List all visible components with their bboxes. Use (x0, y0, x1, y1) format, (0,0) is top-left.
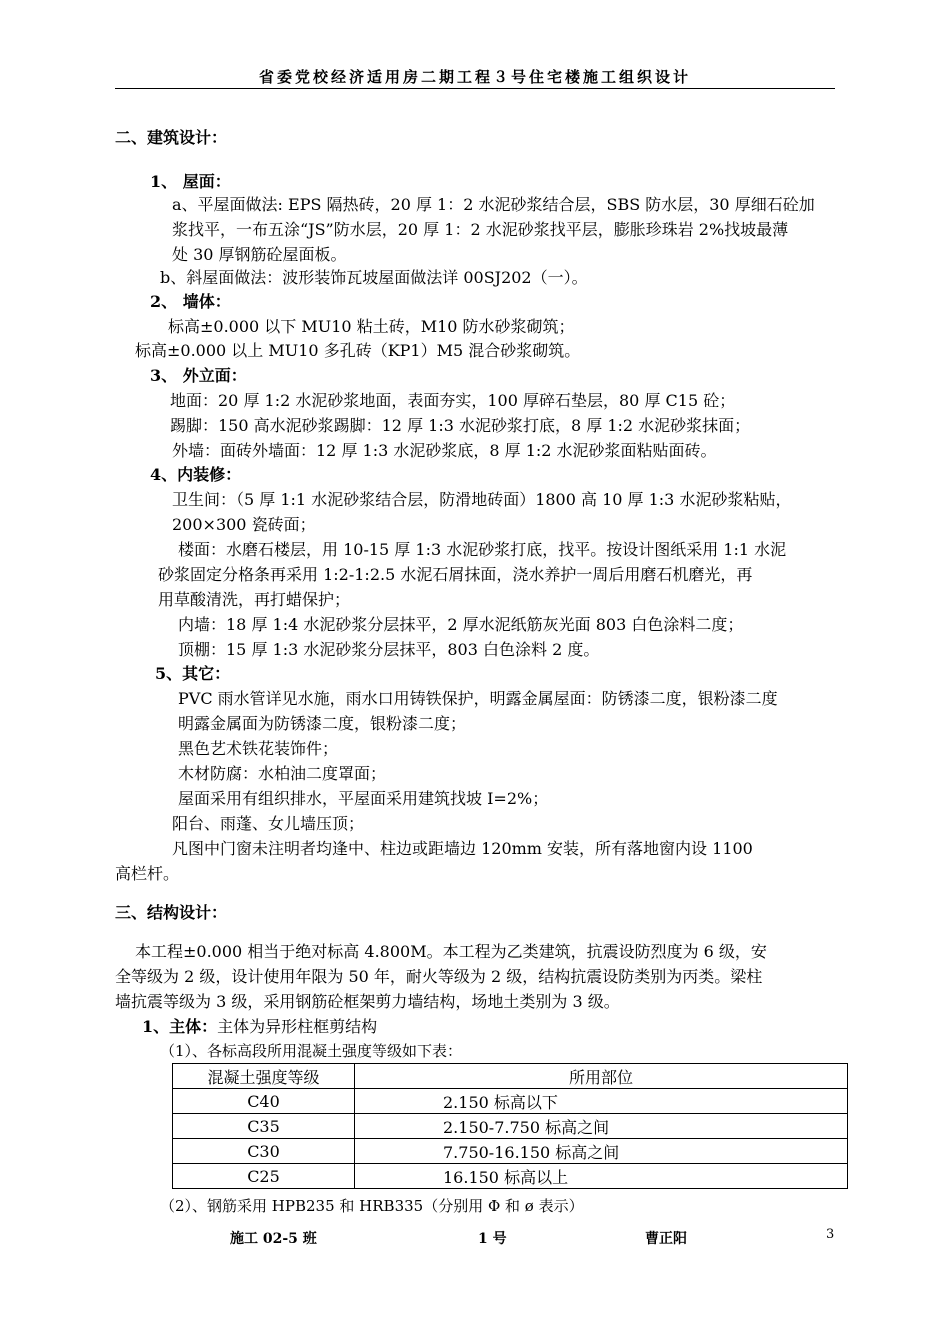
table-cell: C40 (173, 1089, 355, 1114)
interior-line2: 200×300 瓷砖面； (172, 515, 316, 534)
other-line2: 明露金属面为防锈漆二度，银粉漆二度； (178, 714, 467, 733)
table-cell: C35 (173, 1114, 355, 1139)
roof-slope-line: b、斜屋面做法：波形装饰瓦坡屋面做法详 00SJ202（一）。 (160, 268, 588, 287)
concrete-grade-table (172, 1063, 848, 1189)
section3-title: 三、结构设计： (115, 903, 228, 922)
page-number: 3 (826, 1227, 835, 1242)
table-row (173, 1114, 848, 1139)
table-header-row (173, 1064, 848, 1089)
main-structure-label: 1、主体： (142, 1017, 218, 1036)
other-line4: 木材防腐：水柏油二度罩面； (178, 764, 387, 783)
concrete-table-intro: （1）、各标高段所用混凝土强度等级如下表： (160, 1042, 463, 1060)
interior-line5: 用草酸清洗，再打蜡保护； (158, 590, 351, 609)
footer-class: 施工 02-5 班 (230, 1231, 317, 1247)
page-header-title: 省委党校经济适用房二期工程３号住宅楼施工组织设计 (258, 68, 691, 86)
other-line7: 凡图中门窗未注明者均逢中、柱边或距墙边 120mm 安装，所有落地窗内设 1100 (172, 839, 753, 858)
roof-flat-line1: a、平屋面做法: EPS 隔热砖，20 厚 1：2 水泥砂浆结合层，SBS 防水层，30 厚细石砼加 (172, 195, 815, 214)
table-cell: C30 (173, 1139, 355, 1164)
interior-line7: 顶棚：15 厚 1:3 水泥砂浆分层抹平，803 白色涂料 2 度。 (178, 640, 600, 659)
facade-line1: 地面：20 厚 1:2 水泥砂浆地面，表面夯实，100 厚碎石垫层，80 厚 C15 砼； (170, 391, 736, 410)
other-line6: 阳台、雨蓬、女儿墙压顶； (172, 814, 365, 833)
interior-line3: 楼面：水磨石楼层，用 10-15 厚 1:3 水泥砂浆打底，找平。按设计图纸采用 1:1 水泥 (178, 540, 787, 559)
wall-heading: 2、 墙体： (150, 292, 231, 311)
structure-para-line1: 本工程±0.000 相当于绝对标高 4.800M。本工程为乙类建筑，抗震设防烈度为 6 级，安 (135, 942, 767, 961)
main-structure-line (142, 1015, 377, 1039)
table-cell: 16.150 标高以上 (355, 1164, 848, 1189)
other-line8: 高栏杆。 (115, 864, 180, 883)
facade-line3: 外墙：面砖外墙面：12 厚 1:3 水泥砂浆底，8 厚 1:2 水泥砂浆面粘贴面砖。 (172, 441, 717, 460)
other-line3: 黑色艺术铁花装饰件； (178, 739, 339, 758)
interior-heading: 4、内装修： (150, 465, 242, 484)
main-structure-text: 主体为异形柱框剪结构 (217, 1017, 378, 1036)
interior-line4: 砂浆固定分格条再采用 1:2-1:2.5 水泥石屑抹面，浇水养护一周后用磨石机磨光，再 (158, 565, 753, 584)
roof-heading: 1、 屋面： (150, 172, 231, 191)
rebar-note: （2）、钢筋采用 HPB235 和 HRB335（分别用 Φ 和 ø 表示） (160, 1197, 584, 1215)
structure-para-line3: 墙抗震等级为 3 级，采用钢筋砼框架剪力墙结构，场地土类别为 3 级。 (115, 992, 620, 1011)
structure-para-line2: 全等级为 2 级，设计使用年限为 50 年，耐火等级为 2 级，结构抗震设防类别为丙类。梁柱 (115, 967, 763, 986)
table-row (173, 1164, 848, 1189)
footer-number: 1 号 (478, 1231, 507, 1247)
roof-flat-line3: 处 30 厚钢筋砼屋面板。 (172, 245, 347, 264)
other-heading: 5、其它： (155, 664, 231, 683)
table-row (173, 1089, 848, 1114)
other-line5: 屋面采用有组织排水，平屋面采用建筑找坡 I=2%； (178, 789, 549, 808)
table-row (173, 1139, 848, 1164)
facade-heading: 3、 外立面： (150, 366, 247, 385)
table-header-cell: 混凝土强度等级 (173, 1064, 355, 1089)
table-header-cell: 所用部位 (355, 1064, 848, 1089)
wall-line1: 标高±0.000 以下 MU10 粘土砖，M10 防水砂浆砌筑； (168, 317, 575, 336)
wall-line2: 标高±0.000 以上 MU10 多孔砖（KP1）M5 混合砂浆砌筑。 (135, 341, 581, 360)
table-cell: 7.750-16.150 标高之间 (355, 1139, 848, 1164)
other-line1: PVC 雨水管详见水施，雨水口用铸铁保护，明露金属屋面：防锈漆二度，银粉漆二度 (178, 689, 778, 708)
facade-line2: 踢脚：150 高水泥砂浆踢脚：12 厚 1:3 水泥砂浆打底，8 厚 1:2 水泥砂浆抹面； (170, 416, 751, 435)
footer-author: 曹正阳 (645, 1231, 687, 1247)
interior-line6: 内墙：18 厚 1:4 水泥砂浆分层抹平，2 厚水泥纸筋灰光面 803 白色涂料二度； (178, 615, 744, 634)
section2-title: 二、建筑设计： (115, 128, 228, 147)
roof-flat-line2: 浆找平，一布五涂“JS”防水层，20 厚 1：2 水泥砂浆找平层，膨胀珍珠岩 2%找坡最薄 (172, 220, 789, 239)
table-cell: 2.150-7.750 标高之间 (355, 1114, 848, 1139)
table-cell: 2.150 标高以下 (355, 1089, 848, 1114)
interior-line1: 卫生间：（5 厚 1:1 水泥砂浆结合层，防滑地砖面）1800 高 10 厚 1:3 水泥砂浆粘贴， (172, 490, 792, 509)
table-cell: C25 (173, 1164, 355, 1189)
header-rule (115, 88, 835, 89)
